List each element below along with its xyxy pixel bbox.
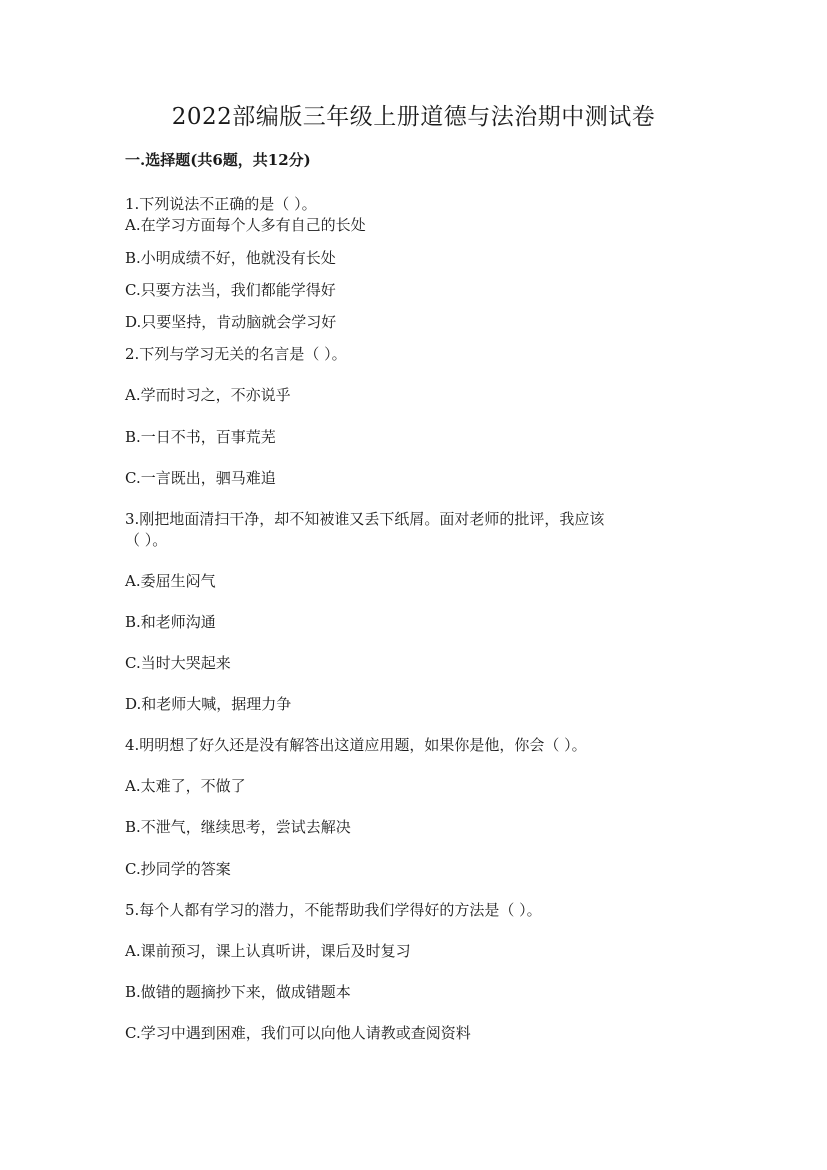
question-3-option-d: D.和老师大喊，据理力争 [125, 695, 292, 713]
question-2-option-c: C.一言既出，驷马难追 [125, 469, 276, 487]
question-2-option-b: B.一日不书，百事荒芜 [125, 428, 276, 446]
question-5-option-b: B.做错的题摘抄下来，做成错题本 [125, 983, 351, 1001]
question-1-option-a: A.在学习方面每个人多有自己的长处 [125, 216, 366, 234]
question-4-option-a: A.太难了，不做了 [125, 777, 246, 795]
question-3-option-b: B.和老师沟通 [125, 613, 216, 631]
question-1-stem: 1.下列说法不正确的是（ ）。 [125, 195, 317, 213]
question-1-option-c: C.只要方法当，我们都能学得好 [125, 281, 336, 299]
question-2-stem: 2.下列与学习无关的名言是（ ）。 [125, 345, 347, 363]
question-1-option-d: D.只要坚持，肯动脑就会学习好 [125, 313, 337, 331]
question-5-option-a: A.课前预习，课上认真听讲，课后及时复习 [125, 942, 411, 960]
question-4-option-c: C.抄同学的答案 [125, 860, 231, 878]
question-4-option-b: B.不泄气，继续思考，尝试去解决 [125, 818, 351, 836]
question-3-option-a: A.委屈生闷气 [125, 572, 216, 590]
question-1-option-b: B.小明成绩不好，他就没有长处 [125, 249, 336, 267]
question-5-option-c: C.学习中遇到困难，我们可以向他人请教或查阅资料 [125, 1024, 471, 1042]
document-title: 2022部编版三年级上册道德与法治期中测试卷 [171, 104, 656, 130]
question-3-stem-line1: 3.刚把地面清扫干净，却不知被谁又丢下纸屑。面对老师的批评，我应该 [125, 510, 605, 528]
question-3-option-c: C.当时大哭起来 [125, 654, 231, 672]
question-2-option-a: A.学而时习之，不亦说乎 [125, 386, 291, 404]
question-3-stem-line2: （ ）。 [125, 531, 168, 549]
section-heading: 一.选择题(共6题，共12分) [125, 151, 311, 169]
question-5-stem: 5.每个人都有学习的潜力，不能帮助我们学得好的方法是（ ）。 [125, 901, 542, 919]
question-4-stem: 4.明明想了好久还是没有解答出这道应用题，如果你是他，你会（ ）。 [125, 736, 587, 754]
